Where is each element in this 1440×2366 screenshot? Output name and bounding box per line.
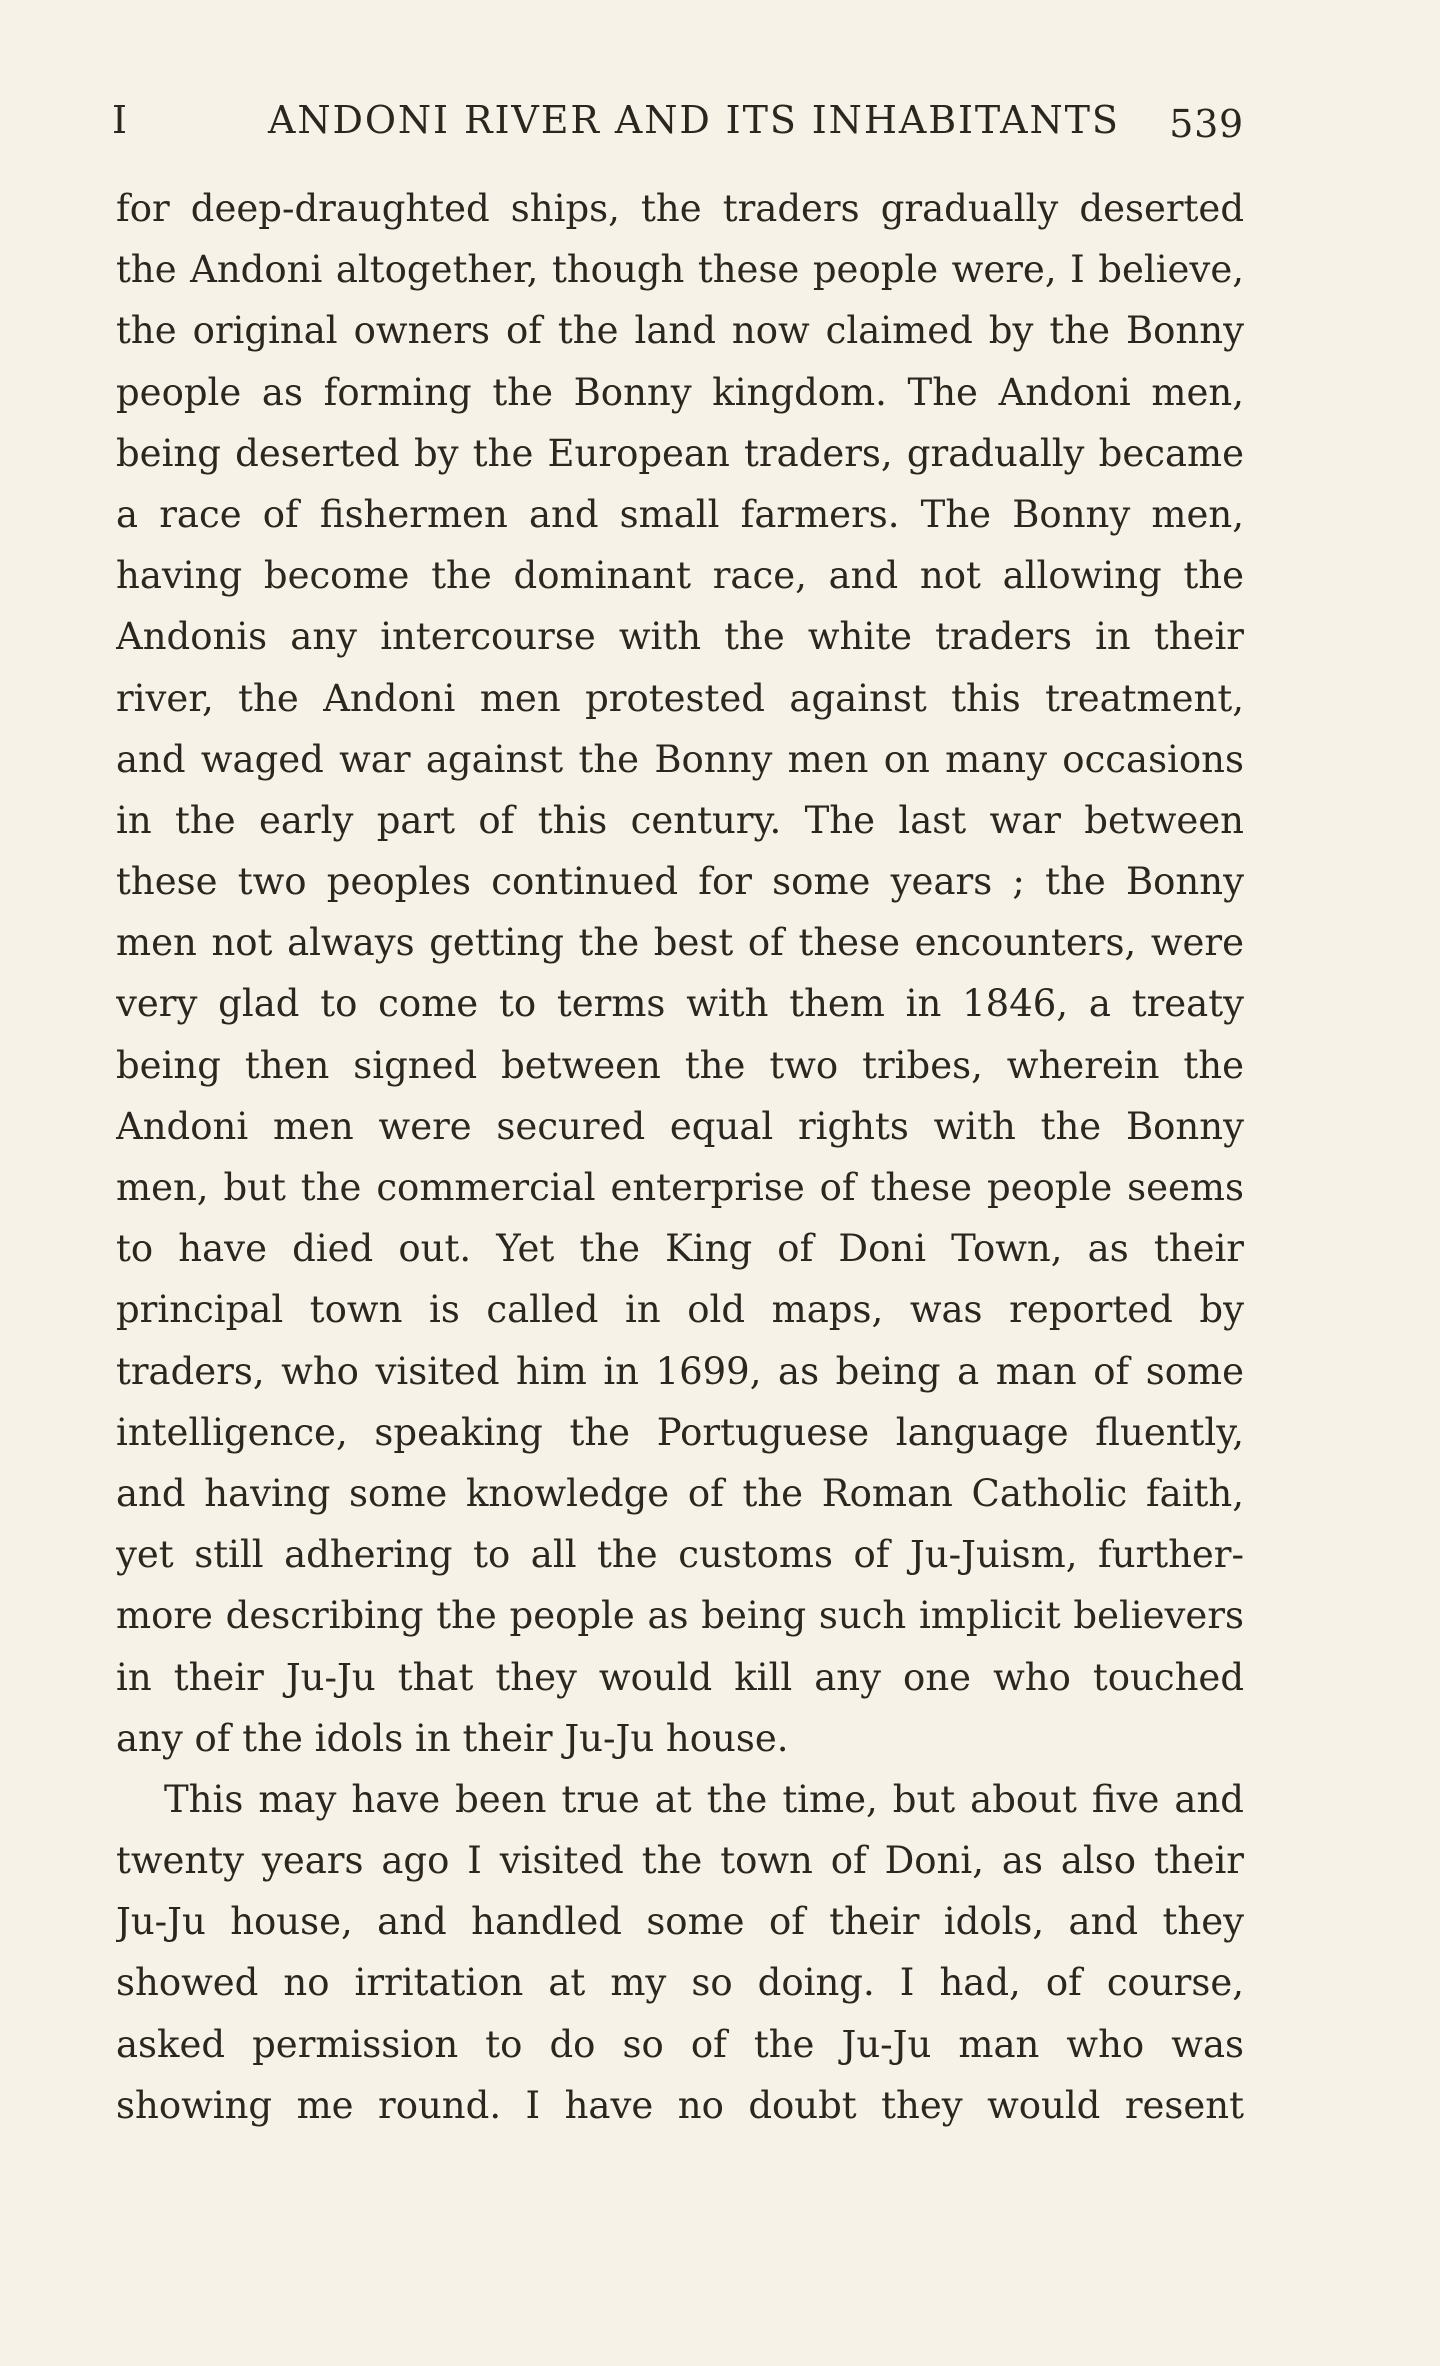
running-title: ANDONI RIVER AND ITS INHABITANTS xyxy=(268,98,1120,142)
text-line: yet still adhering to all the customs of Ju-Juism, further- xyxy=(116,1533,1244,1577)
text-line: showing me round. I have no doubt they would resent xyxy=(116,2083,1244,2127)
text-line: This may have been true at the time, but about five and xyxy=(164,1777,1244,1821)
text-line: Andoni men were secured equal rights with the Bonny xyxy=(116,1104,1244,1148)
text-line: men, but the commercial enterprise of these people seems xyxy=(116,1166,1244,1209)
text-line: twenty years ago I visited the town of Doni, as also their xyxy=(116,1839,1244,1883)
text-line: principal town is called in old maps, was reported by xyxy=(116,1288,1244,1332)
text-line: Andonis any intercourse with the white traders in their xyxy=(116,615,1244,659)
running-head xyxy=(112,96,1244,144)
text-line: and waged war against the Bonny men on many occasions xyxy=(116,737,1244,781)
text-line: men not always getting the best of these encounters, were xyxy=(116,921,1244,965)
text-line: in the early part of this century. The last war between xyxy=(116,798,1244,842)
text-line: Ju-Ju house, and handled some of their idols, and they xyxy=(116,1900,1244,1944)
text-line: the original owners of the land now claimed by the Bonny xyxy=(116,309,1244,353)
text-line: a race of fishermen and small farmers. The Bonny men, xyxy=(116,492,1244,536)
body-text xyxy=(116,178,1244,2136)
section-number: I xyxy=(112,98,128,142)
text-line: these two peoples continued for some years ; the Bonny xyxy=(116,860,1244,904)
page-number: 539 xyxy=(1169,102,1244,146)
text-line: more describing the people as being such implicit believers xyxy=(116,1594,1244,1638)
text-line: traders, who visited him in 1699, as being a man of some xyxy=(116,1349,1244,1393)
text-line: intelligence, speaking the Portuguese language fluently, xyxy=(116,1410,1244,1454)
text-line: being then signed between the two tribes, wherein the xyxy=(116,1043,1244,1087)
text-line: in their Ju-Ju that they would kill any one who touched xyxy=(116,1655,1244,1699)
text-line: river, the Andoni men protested against this treatment, xyxy=(116,676,1244,720)
text-line: asked permission to do so of the Ju-Ju man who was xyxy=(116,2022,1244,2066)
text-line: people as forming the Bonny kingdom. The Andoni men, xyxy=(116,370,1244,414)
text-line: to have died out. Yet the King of Doni Town, as their xyxy=(116,1227,1244,1271)
text-line: and having some knowledge of the Roman Catholic faith, xyxy=(116,1471,1244,1515)
text-line: showed no irritation at my so doing. I had, of course, xyxy=(116,1961,1244,2005)
text-line: being deserted by the European traders, gradually became xyxy=(116,431,1244,475)
text-line: the Andoni altogether, though these people were, I believe, xyxy=(116,248,1244,292)
text-line: having become the dominant race, and not allowing the xyxy=(116,554,1244,598)
text-line: very glad to come to terms with them in 1846, a treaty xyxy=(116,982,1244,1026)
text-line: for deep-draughted ships, the traders gradually deserted xyxy=(116,187,1244,230)
text-line: any of the idols in their Ju-Ju house. xyxy=(116,1716,789,1760)
